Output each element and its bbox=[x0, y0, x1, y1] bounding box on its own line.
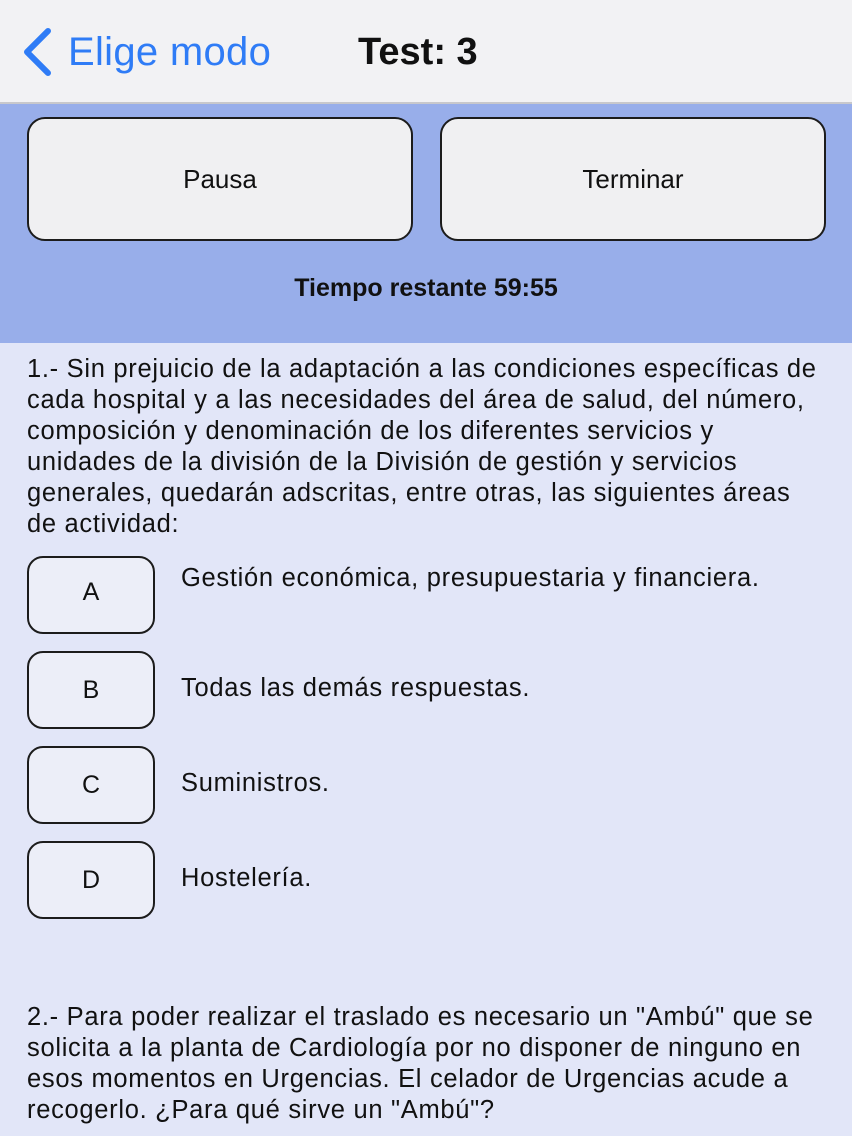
answer-c-text: Suministros. bbox=[181, 769, 330, 797]
answer-option-c bbox=[27, 746, 827, 824]
pause-button[interactable]: Pausa bbox=[27, 117, 413, 241]
chevron-left-icon bbox=[20, 27, 54, 77]
answer-a-text: Gestión económica, presupuestaria y financiera. bbox=[181, 564, 760, 592]
answer-b-text: Todas las demás respuestas. bbox=[181, 674, 531, 702]
answer-option-a bbox=[27, 556, 827, 634]
answer-d-text: Hostelería. bbox=[181, 864, 313, 892]
answer-c-button[interactable]: C bbox=[27, 746, 155, 824]
answer-a-button[interactable]: A bbox=[27, 556, 155, 634]
question-2-text: 2.- Para poder realizar el traslado es necesario un "Ambú" que se solicita a la planta de Cardiología por no disponer de ninguno en esos momentos en Urgencias. El celador de Urgencias acude a recogerlo. ¿Para qué sirve un "Ambú"? bbox=[27, 1003, 814, 1124]
back-button[interactable] bbox=[20, 22, 271, 82]
navigation-bar bbox=[0, 0, 852, 104]
answer-b-button[interactable]: B bbox=[27, 651, 155, 729]
test-controls bbox=[0, 104, 852, 343]
time-remaining: Tiempo restante 59:55 bbox=[294, 274, 558, 302]
page-title: Test: 3 bbox=[358, 31, 478, 73]
question-1-text: 1.- Sin prejuicio de la adaptación a las condiciones específicas de cada hospital y a las necesidades del área de salud, del número, composición y denominación de los diferentes servicios y unidades de la división de la División de gestión y servicios generales, quedarán adscritas, entre otras, las siguientes áreas de actividad: bbox=[27, 355, 817, 538]
answer-option-b bbox=[27, 651, 827, 729]
back-button-label: Elige modo bbox=[68, 29, 272, 74]
answer-option-d bbox=[27, 841, 827, 919]
answer-d-button[interactable]: D bbox=[27, 841, 155, 919]
finish-button[interactable]: Terminar bbox=[440, 117, 826, 241]
